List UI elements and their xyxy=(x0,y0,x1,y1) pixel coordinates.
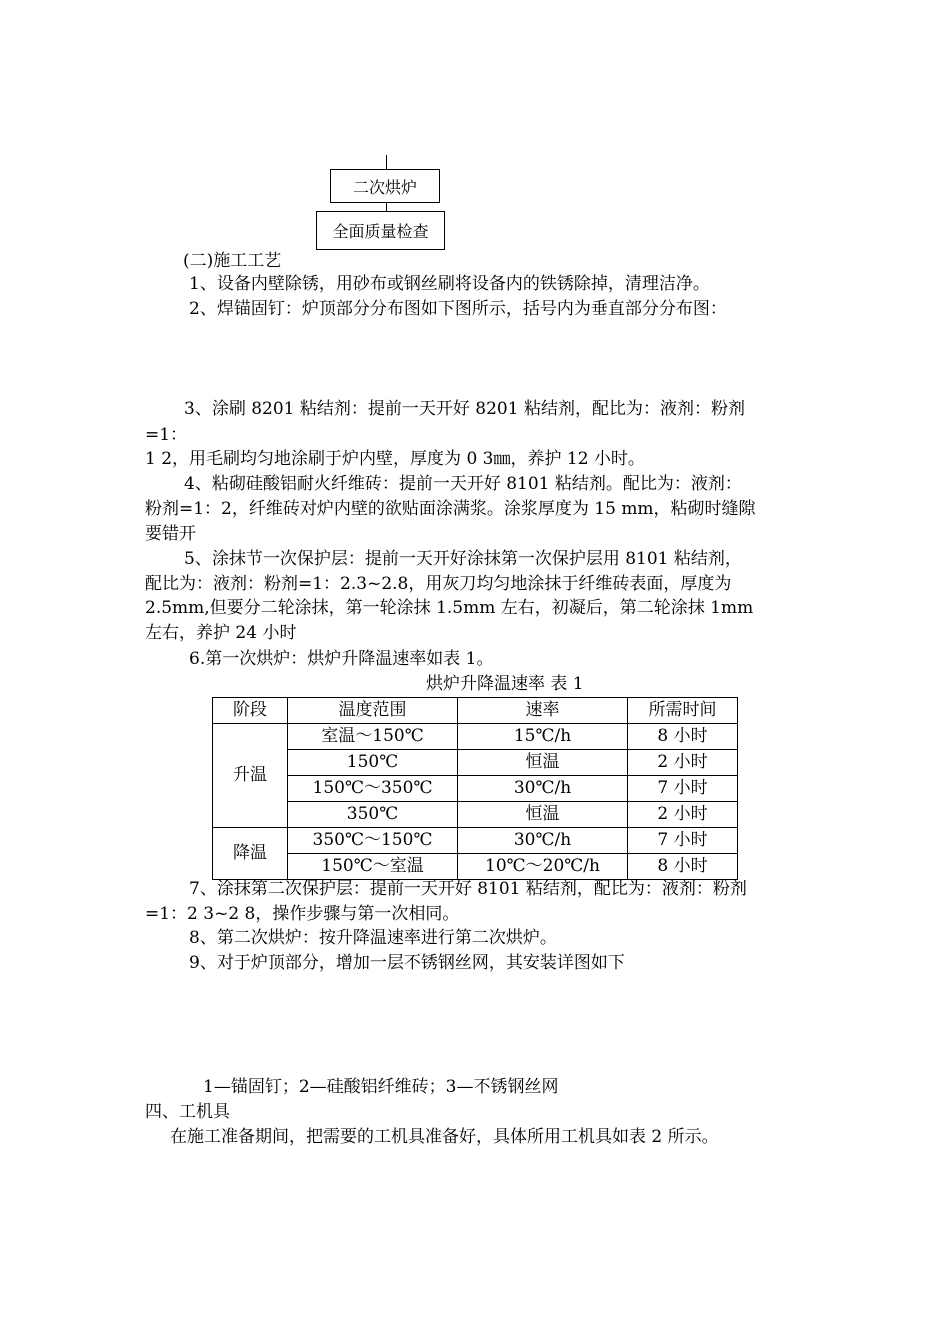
step-2: 2、焊锚固钉：炉顶部分分布图如下图所示，括号内为垂直部分分布图： xyxy=(189,299,727,319)
table-1-caption: 烘炉升降温速率 表 1 xyxy=(426,674,584,694)
step-1: 1、设备内壁除锈，用砂布或钢丝刷将设备内的铁锈除掉，清理洁净。 xyxy=(189,274,710,294)
cell-temp: 350℃ xyxy=(288,802,458,828)
step-4-line-3: 要错开 xyxy=(145,524,196,544)
cell-rate: 恒温 xyxy=(458,802,628,828)
step-3-line-3: 1 2，用毛刷均匀地涂刷于炉内壁，厚度为 0 3㎜，养护 12 小时。 xyxy=(145,449,645,469)
cell-time: 2 小时 xyxy=(628,802,738,828)
step-7-line-2: =1：2 3~2 8，操作步骤与第一次相同。 xyxy=(145,904,460,924)
cell-temp: 150℃～350℃ xyxy=(288,776,458,802)
step-5-line-4: 左右，养护 24 小时 xyxy=(145,623,297,643)
cell-temp: 室温～150℃ xyxy=(288,724,458,750)
step-5-line-1: 5、涂抹节一次保护层：提前一天开好涂抹第一次保护层用 8101 粘结剂， xyxy=(184,549,742,569)
cell-rate: 30℃/h xyxy=(458,828,628,854)
step-6: 6.第一次烘炉：烘炉升降温速率如表 1。 xyxy=(189,649,494,669)
cell-rate: 10℃～20℃/h xyxy=(458,854,628,880)
table-row xyxy=(213,750,738,776)
section4-text: 在施工准备期间，把需要的工机具准备好，具体所用工机具如表 2 所示。 xyxy=(170,1127,719,1147)
cell-rate: 30℃/h xyxy=(458,776,628,802)
table-row xyxy=(213,724,738,750)
cell-time: 8 小时 xyxy=(628,854,738,880)
flow-box-quality-check xyxy=(316,211,445,250)
header-temp-range: 温度范围 xyxy=(288,698,458,724)
step-9: 9、对于炉顶部分，增加一层不锈钢丝网，其安装详图如下 xyxy=(189,953,625,973)
step-4-line-2: 粉剂=1：2，纤维砖对炉内壁的欲贴面涂满浆。涂浆厚度为 15 mm，粘砌时缝隙 xyxy=(145,499,756,519)
step-5-line-3: 2.5mm,但要分二轮涂抹，第一轮涂抹 1.5mm 左右，初凝后，第二轮涂抹 1mm xyxy=(145,598,754,618)
header-rate: 速率 xyxy=(458,698,628,724)
table-row xyxy=(213,828,738,854)
step-5-line-2: 配比为：液剂：粉剂=1：2.3~2.8，用灰刀均匀地涂抹于纤维砖表面，厚度为 xyxy=(145,574,732,594)
figure-legend: 1—锚固钉；2—硅酸铝纤维砖；3—不锈钢丝网 xyxy=(203,1077,559,1097)
cell-time: 7 小时 xyxy=(628,828,738,854)
step-4-line-1: 4、粘砌硅酸铝耐火纤维砖：提前一天开好 8101 粘结剂。配比为：液剂： xyxy=(184,474,742,494)
flow-connector-top xyxy=(386,155,387,170)
cell-temp: 350℃～150℃ xyxy=(288,828,458,854)
table-row xyxy=(213,776,738,802)
cell-time: 8 小时 xyxy=(628,724,738,750)
cell-rate: 恒温 xyxy=(458,750,628,776)
header-stage: 阶段 xyxy=(213,698,288,724)
cell-time: 2 小时 xyxy=(628,750,738,776)
step-8: 8、第二次烘炉：按升降温速率进行第二次烘炉。 xyxy=(189,928,557,948)
group-cooling: 降温 xyxy=(213,828,288,880)
cell-rate: 15℃/h xyxy=(458,724,628,750)
step-3-line-2: =1： xyxy=(145,425,188,445)
cell-temp: 150℃～室温 xyxy=(288,854,458,880)
section2-heading: (二)施工工艺 xyxy=(183,251,282,271)
group-heating: 升温 xyxy=(213,724,288,828)
step-3-line-1: 3、涂刷 8201 粘结剂：提前一天开好 8201 粘结剂，配比为：液剂：粉剂 xyxy=(184,399,745,419)
header-time: 所需时间 xyxy=(628,698,738,724)
table-header-row xyxy=(213,698,738,724)
table-row xyxy=(213,802,738,828)
heating-rate-table xyxy=(212,697,738,880)
section4-heading: 四、工机具 xyxy=(145,1102,230,1122)
flow-box-second-baking xyxy=(330,169,440,203)
table-row xyxy=(213,854,738,880)
flow-box-second-baking-label: 二次烘炉 xyxy=(352,177,417,197)
step-7-line-1: 7、涂抹第二次保护层：提前一天开好 8101 粘结剂，配比为：液剂：粉剂 xyxy=(189,879,747,899)
cell-temp: 150℃ xyxy=(288,750,458,776)
flow-box-quality-check-label: 全面质量检查 xyxy=(332,222,429,241)
cell-time: 7 小时 xyxy=(628,776,738,802)
